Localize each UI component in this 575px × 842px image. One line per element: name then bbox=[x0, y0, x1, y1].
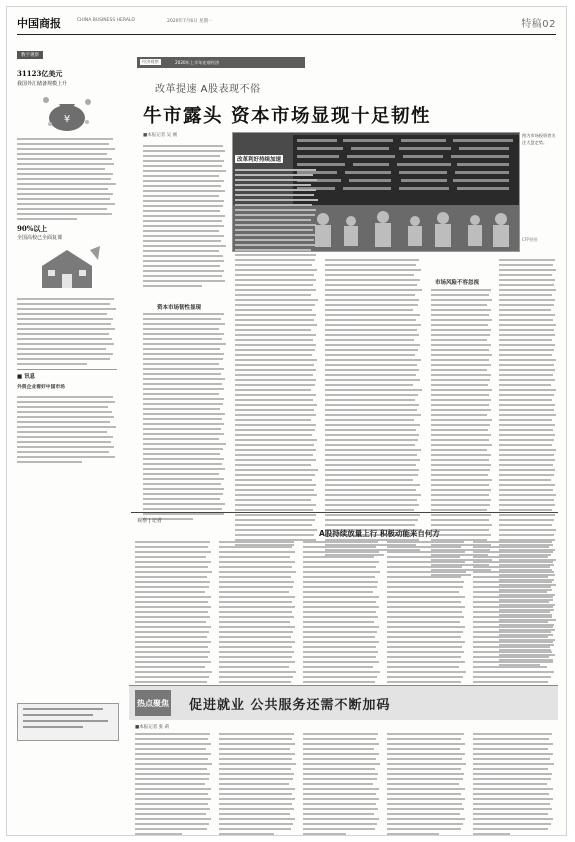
left-column-tag: 数字观察 bbox=[17, 51, 43, 59]
left-advertisement bbox=[17, 703, 119, 741]
newspaper-page bbox=[6, 6, 567, 836]
lead-article-col-3 bbox=[325, 259, 423, 559]
feature-col-4 bbox=[387, 733, 467, 836]
photo-caption: 图为市场投资者关注大盘走势。 bbox=[522, 133, 556, 145]
news-brief-article bbox=[17, 396, 117, 463]
lead-kicker: 改革提速 A股表现不俗 bbox=[155, 84, 261, 95]
money-bag-icon bbox=[37, 90, 97, 132]
paper-english-name: CHINA BUSINESS HERALD bbox=[77, 18, 135, 23]
reserve-caption: 我国外汇储备规模上升 bbox=[17, 81, 68, 87]
lead-byline: ■本报记者 吴 刚 bbox=[143, 133, 178, 138]
lead-article-col-1 bbox=[143, 145, 227, 290]
feature-byline: ■本报记者 张 莉 bbox=[135, 725, 170, 730]
lead-article-col-1b bbox=[143, 313, 227, 523]
paper-name: 中国商报 bbox=[17, 17, 61, 30]
section2-title: A股持续放量上行 积极动能来自何方 bbox=[319, 529, 440, 538]
lead-banner-badge: 经济观察 bbox=[142, 59, 159, 64]
issue-date: 2020年7月6日 星期一 bbox=[167, 19, 213, 24]
news-brief-heading: ■ 讯息 bbox=[17, 369, 117, 380]
lead-article-col-2 bbox=[235, 169, 319, 549]
feature-title: 促进就业 公共服务还需不断加码 bbox=[189, 698, 391, 713]
section-tag: 特稿02 bbox=[521, 19, 556, 30]
school-figure: 90%以上 bbox=[17, 224, 48, 233]
lead-article-col-4 bbox=[431, 289, 493, 579]
feature-banner bbox=[129, 685, 558, 720]
masthead-rule bbox=[17, 34, 556, 35]
school-building-icon bbox=[32, 244, 102, 292]
feature-col-1 bbox=[135, 733, 213, 836]
subhead-reform: 改革利好持续加速 bbox=[237, 157, 282, 163]
lead-banner bbox=[137, 57, 305, 68]
feature-col-5 bbox=[473, 733, 555, 836]
section2-label: 观察 | 记者 bbox=[137, 518, 162, 524]
photo-credit: CFP供图 bbox=[522, 237, 538, 242]
subhead-resilience: 资本市场韧性显现 bbox=[157, 305, 202, 311]
reserve-figure: 31123亿美元 bbox=[17, 69, 63, 78]
section-divider bbox=[131, 512, 558, 513]
lead-headline: 牛市露头 资本市场显现十足韧性 bbox=[143, 106, 431, 127]
feature-col-2 bbox=[219, 733, 297, 836]
news-brief-title: 外资企业看好中国市场 bbox=[17, 385, 65, 390]
subhead-risk: 市场风险不容忽视 bbox=[435, 280, 480, 286]
feature-logo: 热点聚焦 bbox=[135, 690, 171, 716]
school-article bbox=[17, 298, 117, 365]
svg-text:¥: ¥ bbox=[63, 114, 71, 125]
school-caption: 全国高校已全面复课 bbox=[17, 235, 63, 241]
feature-col-3 bbox=[303, 733, 381, 836]
reserve-article bbox=[17, 138, 117, 220]
lead-banner-text: 2020年上半年宏观经济 bbox=[175, 60, 220, 65]
masthead bbox=[17, 15, 556, 31]
